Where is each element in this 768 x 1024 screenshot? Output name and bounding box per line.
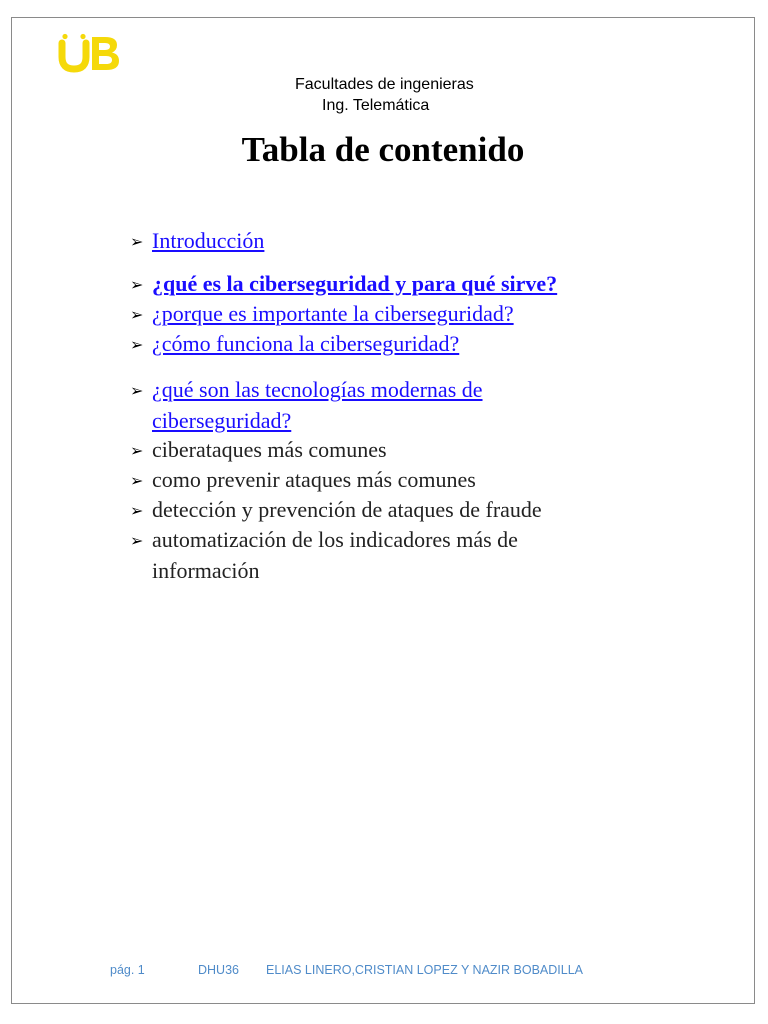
footer-course-code: DHU36 <box>198 963 239 977</box>
toc-item-label[interactable]: ¿porque es importante la ciberseguridad? <box>152 301 514 326</box>
toc-item-ciberataques <box>130 435 650 466</box>
ub-logo <box>58 33 124 73</box>
toc-item-label-continued: información <box>152 558 260 583</box>
toc-item-deteccion-prevencion <box>130 495 650 526</box>
arrowhead-right-icon: ➢ <box>130 381 144 400</box>
toc-item-label[interactable]: ¿cómo funciona la ciberseguridad? <box>152 331 460 356</box>
arrowhead-right-icon: ➢ <box>130 275 144 294</box>
toc-item-como-funciona[interactable] <box>130 329 650 360</box>
toc-item-label: detección y prevención de ataques de fraude <box>152 497 542 522</box>
arrowhead-right-icon: ➢ <box>130 335 144 354</box>
toc-item-label: automatización de los indicadores más de <box>152 527 518 552</box>
toc-item-automatizacion <box>130 525 650 586</box>
arrowhead-right-icon: ➢ <box>130 305 144 324</box>
page-title: Tabla de contenido <box>241 130 525 169</box>
toc-item-label-continued[interactable]: ciberseguridad? <box>152 408 292 433</box>
toc-item-label[interactable]: ¿qué son las tecnologías modernas de <box>152 377 483 402</box>
toc-item-label[interactable]: ¿qué es la ciberseguridad y para qué sirve? <box>152 271 558 296</box>
toc-item-label: ciberataques más comunes <box>152 437 387 462</box>
toc-item-tecnologias-modernas[interactable] <box>130 375 650 436</box>
footer-page-number: pág. 1 <box>110 963 145 977</box>
faculty-name: Facultades de ingenieras <box>295 76 474 93</box>
arrowhead-right-icon: ➢ <box>130 501 144 520</box>
toc-item-label: como prevenir ataques más comunes <box>152 467 476 492</box>
arrowhead-right-icon: ➢ <box>130 471 144 490</box>
footer-authors: ELIAS LINERO,CRISTIAN LOPEZ Y NAZIR BOBADILLA <box>266 963 583 977</box>
toc-item-prevenir-ataques <box>130 465 650 496</box>
toc-item-que-es[interactable] <box>130 269 650 300</box>
program-name: Ing. Telemática <box>322 97 430 114</box>
arrowhead-right-icon: ➢ <box>130 441 144 460</box>
toc-item-introduccion[interactable] <box>130 226 650 257</box>
document-page <box>11 17 755 1004</box>
arrowhead-right-icon: ➢ <box>130 531 144 550</box>
toc-item-porque-importante[interactable] <box>130 299 650 330</box>
arrowhead-right-icon: ➢ <box>130 232 144 251</box>
toc-item-label[interactable]: Introducción <box>152 228 265 253</box>
